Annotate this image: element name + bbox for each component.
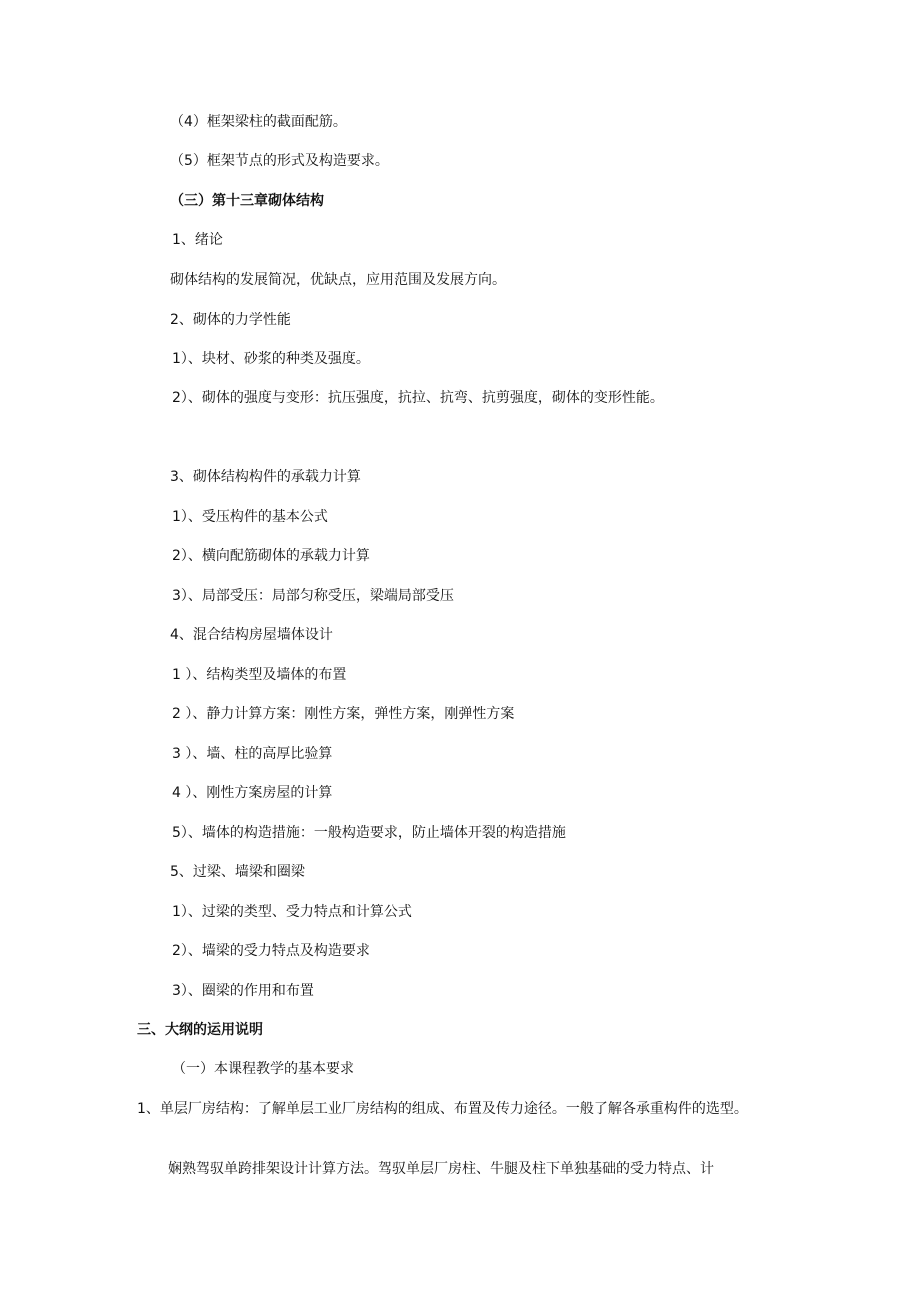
text-line-lintel-types: 1）、过梁的类型、受力特点和计算公式 <box>172 904 412 920</box>
text-line-static-schemes: 2 ）、静力计算方案：刚性方案，弹性方案，刚弹性方案 <box>172 706 515 722</box>
text-line-transverse: 2）、横向配筋砌体的承载力计算 <box>172 548 370 564</box>
subheading-introduction: 1、绪论 <box>172 232 223 248</box>
paragraph-bent-design: 娴熟驾驭单跨排架设计计算方法。驾驭单层厂房柱、牛腿及柱下单独基础的受力特点、计 <box>168 1161 714 1177</box>
text-line-compression: 1）、受压构件的基本公式 <box>172 509 328 525</box>
text-line-structure-types: 1 ）、结构类型及墙体的布置 <box>172 667 347 683</box>
text-line-framing-joints: （5）框架节点的形式及构造要求。 <box>170 153 389 169</box>
section-heading-masonry: （三）第十三章砌体结构 <box>170 193 324 209</box>
text-line-materials: 1）、块材、砂浆的种类及强度。 <box>172 351 370 367</box>
text-line-ring-beams: 3）、圈梁的作用和布置 <box>172 983 314 999</box>
subheading-basic-requirements: （一）本课程教学的基本要求 <box>172 1061 354 1077</box>
text-line-height-thickness: 3 ）、墙、柱的高厚比验算 <box>172 746 333 762</box>
subheading-bearing-capacity: 3、砌体结构构件的承载力计算 <box>170 469 361 485</box>
text-line-rigid-scheme: 4 ）、刚性方案房屋的计算 <box>172 785 333 801</box>
subheading-lintels: 5、过梁、墙梁和圈梁 <box>170 864 305 880</box>
text-line-wall-beams: 2）、墙梁的受力特点及构造要求 <box>172 943 370 959</box>
text-line-local-compression: 3）、局部受压：局部匀称受压，梁端局部受压 <box>172 588 454 604</box>
subheading-wall-design: 4、混合结构房屋墙体设计 <box>170 627 333 643</box>
text-line-strength: 2）、砌体的强度与变形：抗压强度，抗拉、抗弯、抗剪强度，砌体的变形性能。 <box>172 390 664 406</box>
paragraph-single-storey: 1、单层厂房结构：了解单层工业厂房结构的组成、布置及传力途径。一般了解各承重构件的选型。 <box>137 1101 748 1117</box>
text-line-framing-reinforcement: （4）框架梁柱的截面配筋。 <box>170 114 347 130</box>
text-line-development: 砌体结构的发展简况，优缺点，应用范围及发展方向。 <box>170 272 506 288</box>
section-heading-usage: 三、大纲的运用说明 <box>137 1022 263 1038</box>
subheading-mechanical-properties: 2、砌体的力学性能 <box>170 312 291 328</box>
text-line-construction-measures: 5）、墙体的构造措施：一般构造要求，防止墙体开裂的构造措施 <box>172 825 566 841</box>
